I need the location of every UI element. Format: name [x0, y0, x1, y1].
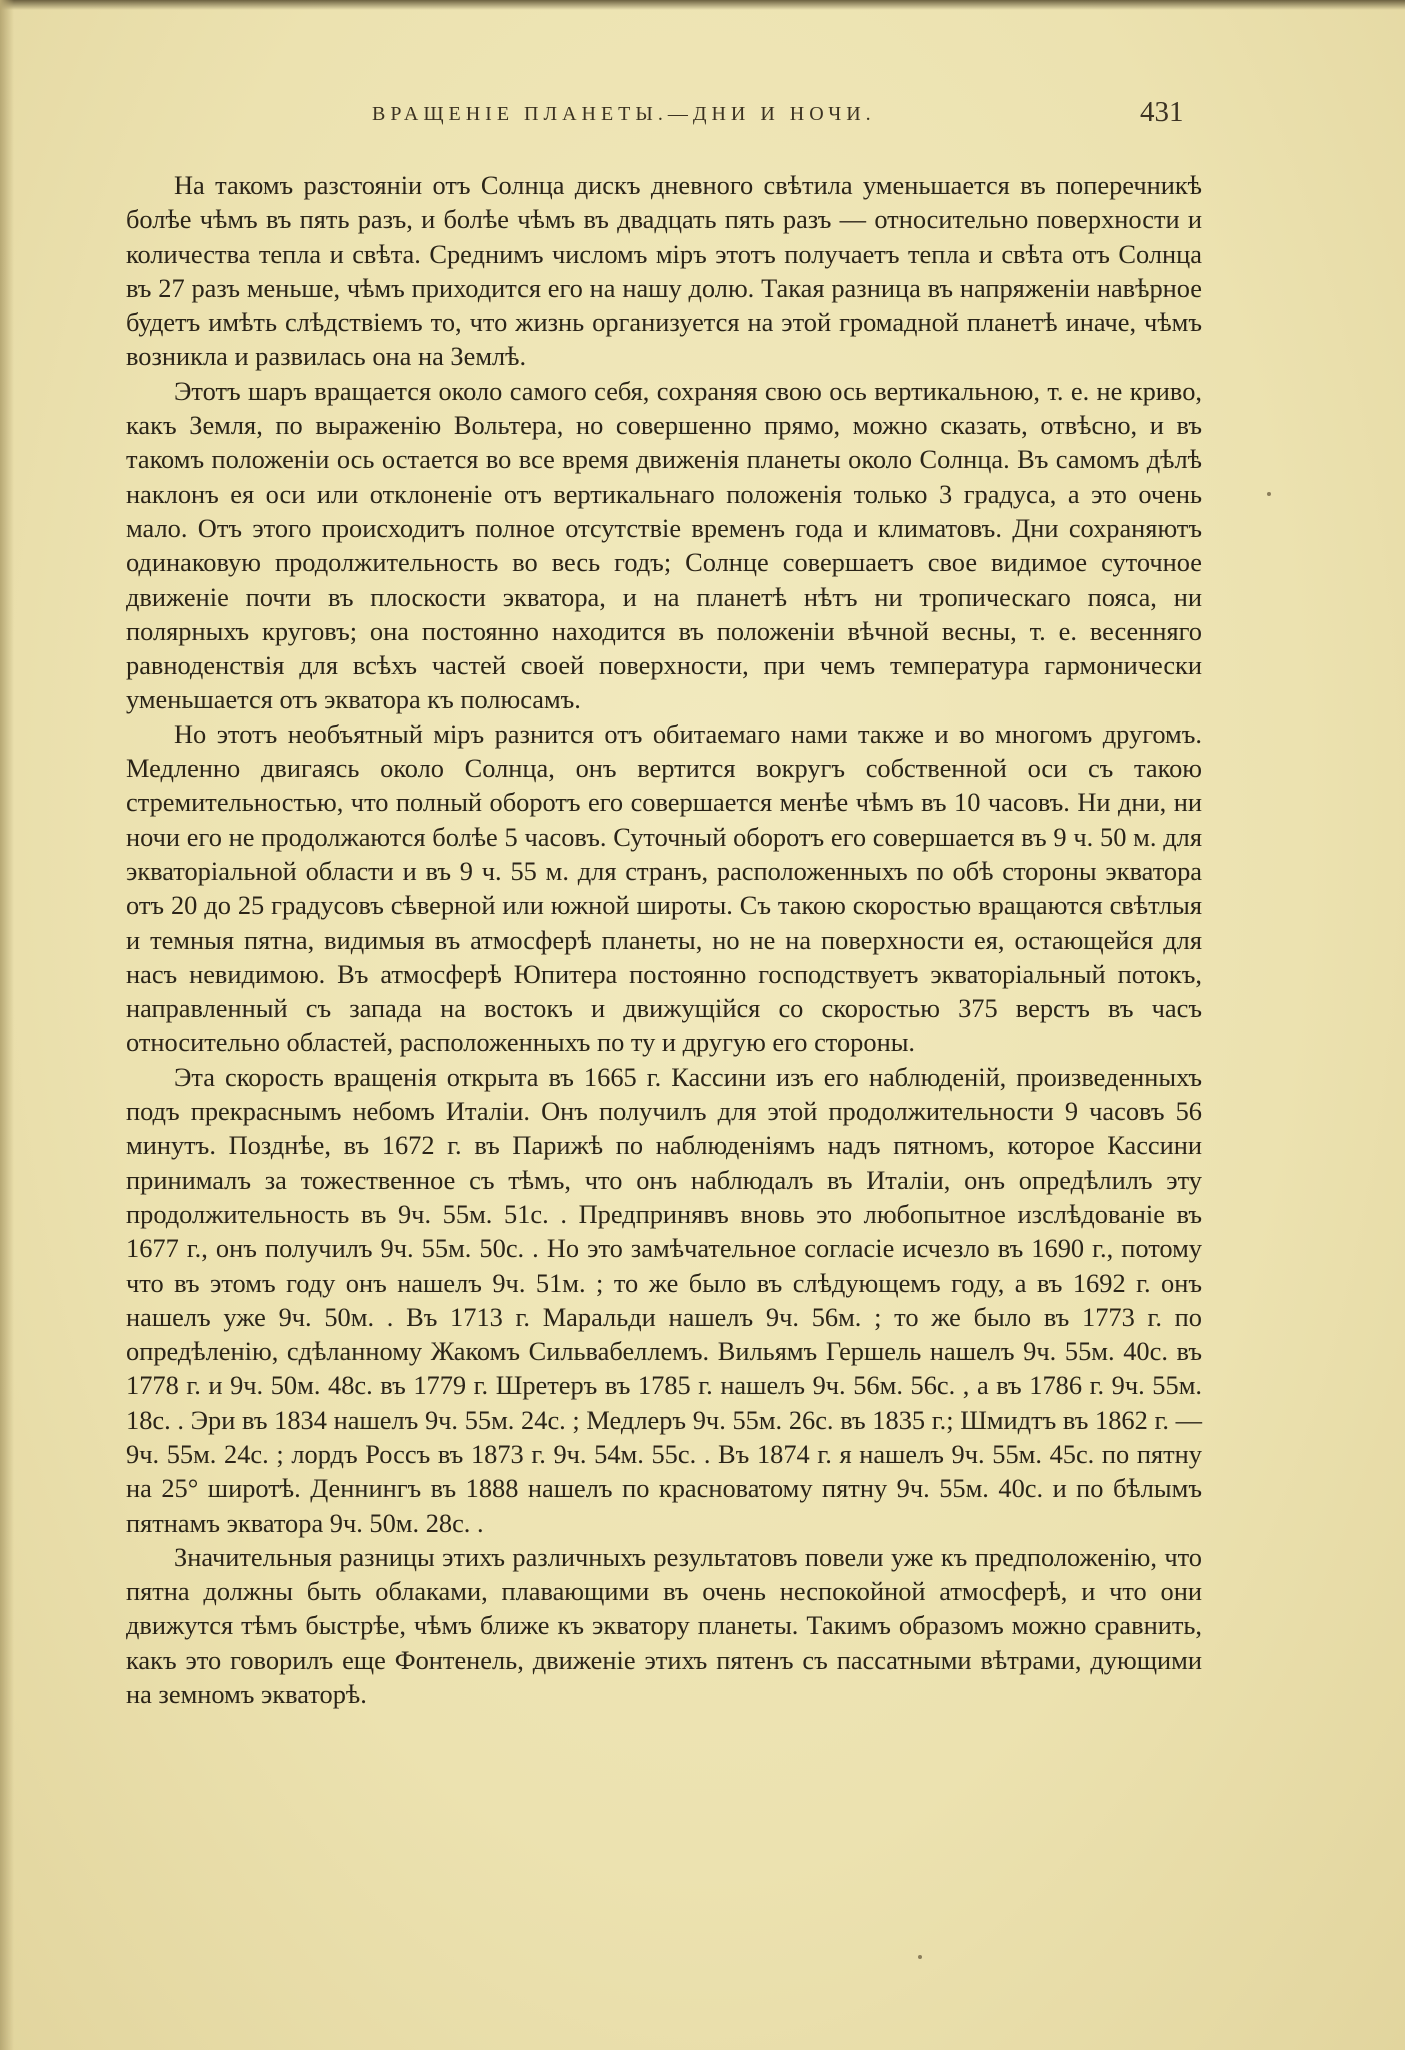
paragraph-3: Но этотъ необъятный міръ разнится отъ обитаемаго нами также и во многомъ другомъ. Медленно двигаясь около Солнца, онъ вертится вокругъ собственной оси съ такою стремительностью, что полный оборотъ его совершается менѣе чѣмъ въ 10 часовъ. Ни дни, ни ночи его не продолжаются болѣе 5 часовъ. Суточный оборотъ его совершается въ 9 ч. 50 м. для экваторіальной области и въ 9 ч. 55 м. для странъ, расположенныхъ по обѣ стороны экватора отъ 20 до 25 градусовъ сѣверной или южной широты. Съ такою скоростью вращаются свѣтлыя и темныя пятна, видимыя въ атмосферѣ планеты, но не на поверхности ея, остающейся для насъ невидимою. Въ атмосферѣ Юпитера постоянно господствуетъ экваторіальный потокъ, направленный съ запада на востокъ и движущійся со скоростью 375 верстъ въ часъ относительно областей, расположенныхъ по ту и другую его стороны.: [126, 718, 1202, 1058]
text-body: [126, 168, 1202, 1711]
page-number: 431: [1140, 96, 1184, 128]
paragraph-1: На такомъ разстояніи отъ Солнца дискъ дневного свѣтила уменьшается въ поперечникѣ болѣе чѣмъ въ пять разъ, и болѣе чѣмъ въ двадцать пять разъ — относительно поверхности и количества тепла и свѣта. Среднимъ числомъ міръ этотъ получаетъ тепла и свѣта отъ Солнца въ 27 разъ меньше, чѣмъ приходится его на нашу долю. Такая разница въ напряженіи навѣрное будетъ имѣть слѣдствіемъ то, что жизнь организуется на этой громадной планетѣ иначе, чѣмъ возникла и развилась она на Землѣ.: [126, 170, 1202, 372]
paper-speck: [918, 1955, 922, 1959]
paragraph-4: Эта скорость вращенія открыта въ 1665 г. Кассини изъ его наблюденій, произведенныхъ подъ прекраснымъ небомъ Италіи. Онъ получилъ для этой продолжительности 9 часовъ 56 минутъ. Позднѣе, въ 1672 г. въ Парижѣ по наблюденіямъ надъ пятномъ, которое Кассини принималъ за тожественное съ тѣмъ, что онъ наблюдалъ въ Италіи, онъ опредѣлилъ эту продолжительность въ 9ч. 55м. 51с. . Предпринявъ вновь это любопытное изслѣдованіе въ 1677 г., онъ получилъ 9ч. 55м. 50с. . Но это замѣчательное согласіе исчезло въ 1690 г., потому что въ этомъ году онъ нашелъ 9ч. 51м. ; то же было въ слѣдующемъ году, а въ 1692 г. онъ нашелъ уже 9ч. 50м. . Въ 1713 г. Маральди нашелъ 9ч. 56м. ; то же было въ 1773 г. по опредѣленію, сдѣланному Жакомъ Сильвабеллемъ. Вильямъ Гершель нашелъ 9ч. 55м. 40с. въ 1778 г. и 9ч. 50м. 48с. въ 1779 г. Шретеръ въ 1785 г. нашелъ 9ч. 56м. 56с. , а въ 1786 г. 9ч. 55м. 18с. . Эри въ 1834 нашелъ 9ч. 55м. 24с. ; Медлеръ 9ч. 55м. 26с. въ 1835 г.; Шмидтъ въ 1862 г. — 9ч. 55м. 24с. ; лордъ Россъ въ 1873 г. 9ч. 54м. 55с. . Въ 1874 г. я нашелъ 9ч. 55м. 45с. по пятну на 25° широтѣ. Деннингъ въ 1888 нашелъ по красноватому пятну 9ч. 55м. 40с. и по бѣлымъ пятнамъ экватора 9ч. 50м. 28с. .: [126, 1061, 1202, 1538]
paragraph-5: Значительныя разницы этихъ различныхъ результатовъ повели уже къ предположенію, что пятна должны быть облаками, плавающими въ очень неспокойной атмосферѣ, и что они движутся тѣмъ быстрѣе, чѣмъ ближе къ экватору планеты. Такимъ образомъ можно сравнить, какъ это говорилъ еще Фонтенель, движеніе этихъ пятенъ съ пассатными вѣтрами, дующими на земномъ экваторѣ.: [126, 1541, 1202, 1710]
paper-speck: [1267, 492, 1271, 496]
page-left-shadow: [0, 0, 14, 2050]
paragraph-2: Этотъ шаръ вращается около самого себя, сохраняя свою ось вертикальною, т. е. не криво, какъ Земля, по выраженію Вольтера, но совершенно прямо, можно сказать, отвѣсно, и въ такомъ положеніи ось остается во все время движенія планеты около Солнца. Въ самомъ дѣлѣ наклонъ ея оси или отклоненіе отъ вертикальнаго положенія только 3 градуса, а это очень мало. Отъ этого происходитъ полное отсутствіе временъ года и климатовъ. Дни сохраняютъ одинаковую продолжительность во весь годъ; Солнце совершаетъ свое видимое суточное движеніе почти въ плоскости экватора, и на планетѣ нѣтъ ни тропическаго пояса, ни полярныхъ круговъ; она постоянно находится въ положеніи вѣчной весны, т. е. весенняго равноденствія для всѣхъ частей своей поверхности, при чемъ температура гармонически уменьшается отъ экватора къ полюсамъ.: [126, 375, 1202, 715]
running-title: ВРАЩЕНІЕ ПЛАНЕТЫ.—ДНИ И НОЧИ.: [372, 103, 876, 125]
page-top-shadow: [0, 0, 1405, 10]
